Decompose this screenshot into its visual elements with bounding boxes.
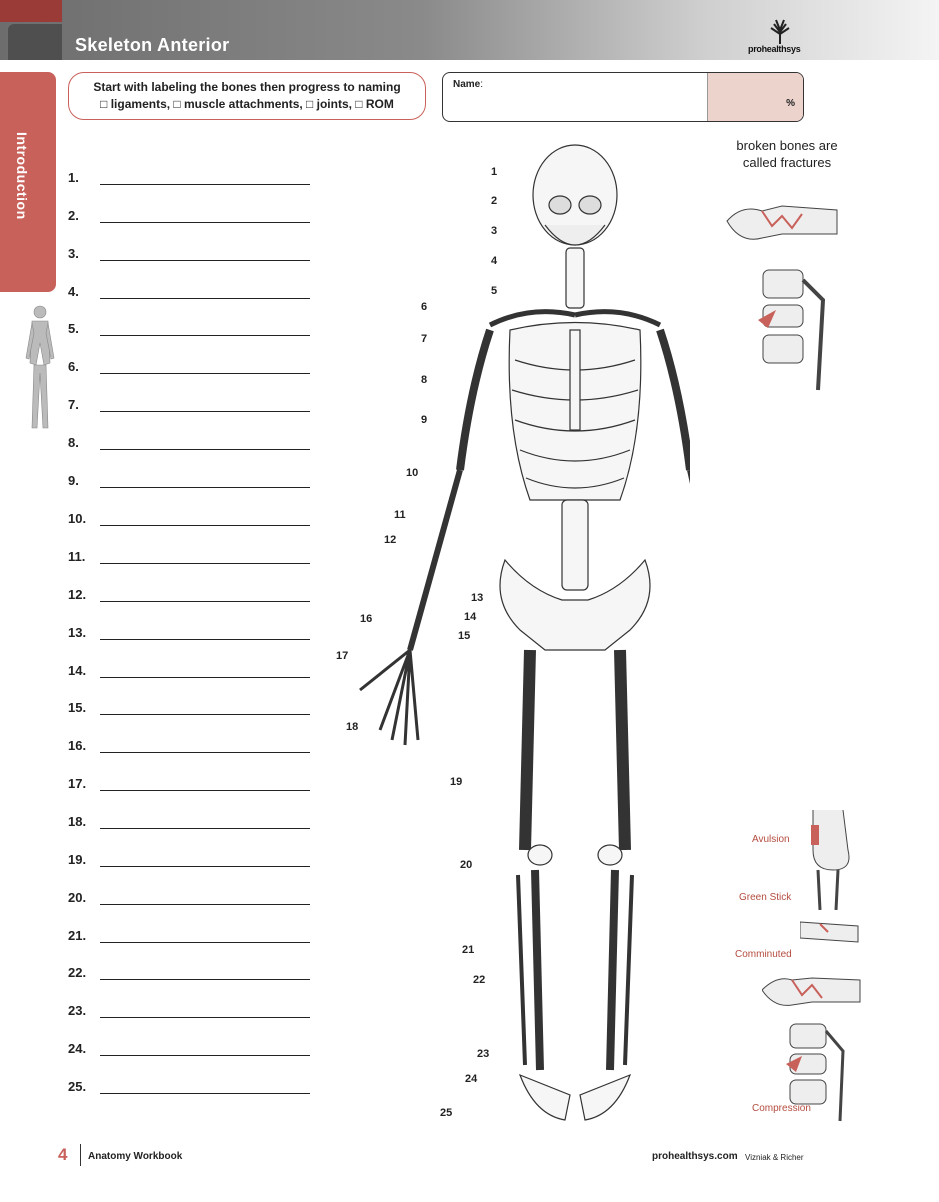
figure-label: 22 bbox=[473, 974, 486, 986]
answer-row[interactable] bbox=[68, 435, 318, 455]
brand-logo bbox=[748, 18, 818, 56]
answer-number: 14. bbox=[68, 663, 87, 678]
answer-number: 10. bbox=[68, 511, 87, 526]
figure-label: 2 bbox=[491, 195, 498, 207]
figure-label: 7 bbox=[421, 333, 428, 345]
answer-line[interactable] bbox=[100, 752, 310, 753]
figure-label: 9 bbox=[421, 414, 428, 426]
answer-line[interactable] bbox=[100, 373, 310, 374]
instructions-box bbox=[68, 72, 426, 120]
answer-number: 17. bbox=[68, 776, 87, 791]
fracture-type-comminuted: Comminuted bbox=[735, 949, 792, 960]
answer-line[interactable] bbox=[100, 639, 310, 640]
figure-label: 3 bbox=[491, 225, 498, 237]
answer-row[interactable] bbox=[68, 625, 318, 645]
answer-line[interactable] bbox=[100, 866, 310, 867]
figure-label: 4 bbox=[491, 255, 498, 267]
figure-label: 21 bbox=[462, 944, 475, 956]
answer-line[interactable] bbox=[100, 487, 310, 488]
footer-divider bbox=[80, 1144, 81, 1166]
answer-row[interactable] bbox=[68, 397, 318, 417]
section-tab-label: Introduction bbox=[14, 132, 30, 220]
answer-row[interactable] bbox=[68, 965, 318, 985]
figure-label: 20 bbox=[460, 859, 473, 871]
answer-row[interactable] bbox=[68, 549, 318, 569]
answer-number: 8. bbox=[68, 435, 79, 450]
figure-label: 1 bbox=[491, 166, 498, 178]
figure-label: 17 bbox=[336, 650, 349, 662]
answer-row[interactable] bbox=[68, 359, 318, 379]
answer-line[interactable] bbox=[100, 411, 310, 412]
score-field[interactable] bbox=[707, 73, 803, 121]
answer-line[interactable] bbox=[100, 525, 310, 526]
answer-line[interactable] bbox=[100, 298, 310, 299]
answer-line[interactable] bbox=[100, 601, 310, 602]
figure-label: 13 bbox=[471, 592, 484, 604]
tree-logo-icon bbox=[766, 18, 794, 44]
comminuted-fracture-illustration-2 bbox=[762, 970, 862, 1010]
answer-number: 22. bbox=[68, 965, 87, 980]
answer-number: 5. bbox=[68, 321, 79, 336]
answer-row[interactable] bbox=[68, 321, 318, 341]
figure-label: 6 bbox=[421, 301, 428, 313]
answer-line[interactable] bbox=[100, 677, 310, 678]
authors: Vizniak & Richer bbox=[745, 1153, 804, 1162]
answer-row[interactable] bbox=[68, 208, 318, 228]
answer-line[interactable] bbox=[100, 942, 310, 943]
answer-number: 1. bbox=[68, 170, 79, 185]
figure-label: 18 bbox=[346, 721, 359, 733]
figure-label: 8 bbox=[421, 374, 428, 386]
green-stick-fracture-illustration bbox=[800, 912, 860, 952]
answer-row[interactable] bbox=[68, 852, 318, 872]
skeleton-anterior-figure bbox=[330, 130, 690, 1130]
answer-number: 3. bbox=[68, 246, 79, 261]
answer-line[interactable] bbox=[100, 790, 310, 791]
fracture-type-avulsion: Avulsion bbox=[752, 834, 790, 845]
answer-number: 25. bbox=[68, 1079, 87, 1094]
answer-number: 12. bbox=[68, 587, 87, 602]
muscle-figure-icon bbox=[22, 303, 58, 433]
logo-text: prohealthsys bbox=[748, 44, 801, 54]
fracture-type-compression: Compression bbox=[752, 1103, 811, 1114]
answer-line[interactable] bbox=[100, 335, 310, 336]
figure-label: 14 bbox=[464, 611, 477, 623]
answer-row[interactable] bbox=[68, 663, 318, 683]
answer-line[interactable] bbox=[100, 563, 310, 564]
header-accent bbox=[0, 0, 62, 22]
page-header bbox=[0, 0, 939, 60]
answer-row[interactable] bbox=[68, 1079, 318, 1099]
fracture-type-green-stick: Green Stick bbox=[739, 892, 792, 903]
answer-line[interactable] bbox=[100, 714, 310, 715]
figure-label: 25 bbox=[440, 1107, 453, 1119]
answer-line[interactable] bbox=[100, 828, 310, 829]
avulsion-fracture-illustration bbox=[808, 810, 858, 910]
answer-number: 21. bbox=[68, 928, 87, 943]
answer-line[interactable] bbox=[100, 1055, 310, 1056]
answer-number: 6. bbox=[68, 359, 79, 374]
figure-label: 23 bbox=[477, 1048, 490, 1060]
instructions-line-2: □ ligaments, □ muscle attachments, □ joints, □ ROM bbox=[100, 97, 394, 111]
fracture-note-line-2: called fractures bbox=[742, 155, 832, 170]
figure-label: 11 bbox=[394, 509, 406, 521]
answer-line[interactable] bbox=[100, 184, 310, 185]
fracture-note-line-1: broken bones are bbox=[736, 138, 838, 153]
answer-number: 2. bbox=[68, 208, 79, 223]
name-label: Name: bbox=[453, 79, 484, 90]
answer-row[interactable] bbox=[68, 1041, 318, 1061]
answer-line[interactable] bbox=[100, 1093, 310, 1094]
answer-line[interactable] bbox=[100, 1017, 310, 1018]
answer-number: 13. bbox=[68, 625, 87, 640]
figure-label: 19 bbox=[450, 776, 463, 788]
answer-number: 15. bbox=[68, 700, 87, 715]
answer-row[interactable] bbox=[68, 814, 318, 834]
answer-row[interactable] bbox=[68, 284, 318, 304]
instructions-line-1: Start with labeling the bones then progress to naming bbox=[93, 80, 401, 94]
compression-fracture-illustration bbox=[748, 260, 828, 400]
figure-label: 16 bbox=[360, 613, 373, 625]
figure-label: 15 bbox=[458, 630, 471, 642]
answer-line[interactable] bbox=[100, 979, 310, 980]
answer-row[interactable] bbox=[68, 700, 318, 720]
answer-number: 7. bbox=[68, 397, 79, 412]
answer-number: 19. bbox=[68, 852, 87, 867]
section-tab[interactable] bbox=[0, 72, 56, 292]
answer-line[interactable] bbox=[100, 222, 310, 223]
answer-number: 4. bbox=[68, 284, 79, 299]
page-number: 4 bbox=[58, 1145, 68, 1164]
figure-label: 5 bbox=[491, 285, 498, 297]
answer-row[interactable] bbox=[68, 511, 318, 531]
answer-row[interactable] bbox=[68, 1003, 318, 1023]
figure-label: 10 bbox=[406, 467, 419, 479]
book-title: Anatomy Workbook bbox=[88, 1151, 183, 1162]
answer-line[interactable] bbox=[100, 260, 310, 261]
answer-line[interactable] bbox=[100, 904, 310, 905]
answer-row[interactable] bbox=[68, 473, 318, 493]
figure-label: 24 bbox=[465, 1073, 478, 1085]
answer-row[interactable] bbox=[68, 246, 318, 266]
name-box[interactable] bbox=[442, 72, 804, 122]
fracture-note bbox=[728, 137, 846, 171]
answer-number: 11. bbox=[68, 549, 86, 564]
answer-line[interactable] bbox=[100, 449, 310, 450]
answer-row[interactable] bbox=[68, 738, 318, 758]
answer-number: 24. bbox=[68, 1041, 87, 1056]
answer-row[interactable] bbox=[68, 776, 318, 796]
percent-sign: % bbox=[786, 98, 795, 109]
answer-row[interactable] bbox=[68, 587, 318, 607]
answer-number: 23. bbox=[68, 1003, 87, 1018]
answer-number: 9. bbox=[68, 473, 79, 488]
comminuted-fracture-illustration bbox=[722, 196, 842, 246]
answer-number: 16. bbox=[68, 738, 87, 753]
answer-row[interactable] bbox=[68, 928, 318, 948]
website-link[interactable]: prohealthsys.com bbox=[652, 1151, 738, 1162]
answer-row[interactable] bbox=[68, 170, 318, 190]
figure-label: 12 bbox=[384, 534, 397, 546]
header-tab bbox=[8, 24, 62, 60]
answer-number: 18. bbox=[68, 814, 87, 829]
page-title: Skeleton Anterior bbox=[75, 35, 230, 55]
answer-row[interactable] bbox=[68, 890, 318, 910]
answer-number: 20. bbox=[68, 890, 87, 905]
